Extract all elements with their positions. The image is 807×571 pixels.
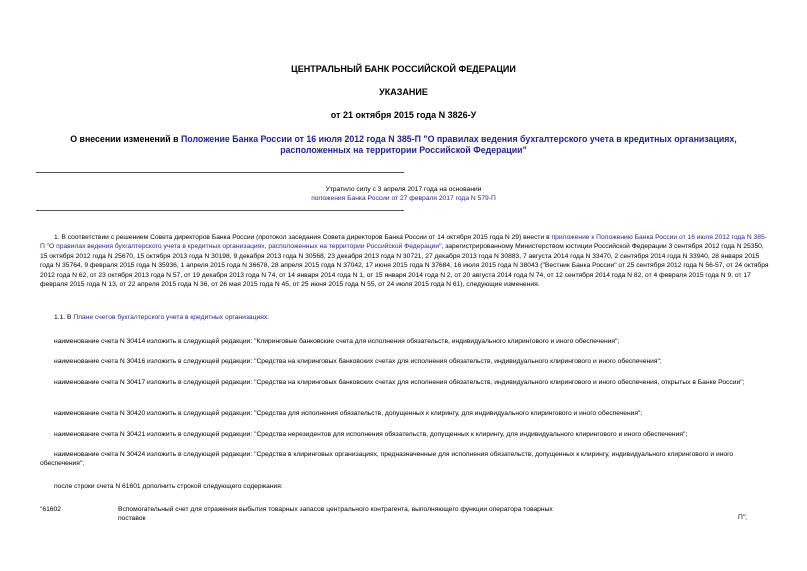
doc-type: УКАЗАНИЕ xyxy=(379,87,428,97)
account-mark: П"; xyxy=(738,514,748,521)
title-prefix: О внесении изменений в xyxy=(70,134,181,144)
p1-start: 1. В соответствии с решением Совета директоров Банка России (протокол заседания Совета директоров Банка России от 14 октября 2015 года N 29) внести в xyxy=(54,234,552,241)
account-code: "61602 xyxy=(40,506,61,513)
list-item: наименование счета N 30414 изложить в следующей редакции: "Клиринговые банковские счета для исполнения обязательств, индивидуального клирингового и иного обеспечения"; xyxy=(54,338,620,345)
list-item: наименование счета N 30417 изложить в следующей редакции: "Средства на клиринговых банковских счетах для исполнения обязательств, индивидуального клирингового и иного обеспечения, открытых в Банке России"; xyxy=(54,379,745,386)
org-name: ЦЕНТРАЛЬНЫЙ БАНК РОССИЙСКОЙ ФЕДЕРАЦИИ xyxy=(291,64,516,74)
divider-top xyxy=(36,172,404,173)
list-item: наименование счета N 30416 изложить в следующей редакции: "Средства на клиринговых банковских счетах для исполнения обязательств, индивидуального клирингового и иного обеспечения"; xyxy=(54,358,662,365)
paragraph-1 xyxy=(40,233,770,289)
document-title xyxy=(40,134,767,156)
p11-start: 1.1. В xyxy=(54,314,74,321)
validity-note xyxy=(210,185,597,203)
account-description: Вспомогательный счет для отражения выбытия товарных запасов центрального контрагента, выполняющего функции оператора товарных поставок xyxy=(118,506,553,522)
p1-appendix-link[interactable]: приложение к Положению Банка России от 16 июля 2012 года N 385-П "О правилах ведения бухгалтерского учета в кредитных организациях, расположенных на территории Российской Федерации" xyxy=(40,234,767,251)
list-item: после строки счета N 61601 дополнить строкой следующего содержания: xyxy=(54,483,283,490)
p11-end: : xyxy=(267,314,270,321)
doc-date: от 21 октября 2015 года N 3826-У xyxy=(330,110,477,120)
validity-link[interactable]: положения Банка России от 27 февраля 2017 года N 579-П xyxy=(311,195,496,202)
list-item: наименование счета N 30420 изложить в следующей редакции: "Средства для исполнения обязательств, допущенных к клирингу, для индивидуального клирингового и иного обеспечения"; xyxy=(54,410,643,417)
validity-line1: Утратило силу с 3 апреля 2017 года на основании xyxy=(325,186,482,193)
list-item: наименование счета N 30421 изложить в следующей редакции: "Средства нерезидентов для исполнения обязательств, допущенных к клирингу, для индивидуального клирингового и иного обеспечения"; xyxy=(54,431,688,438)
list-item: наименование счета N 30424 изложить в следующей редакции: "Средства в клиринговых организациях, предназначенные для исполнения обязательств, допущенных к клирингу, индивидуального клирингового и иного обеспечения"; xyxy=(40,451,734,468)
divider-bottom xyxy=(36,210,404,211)
title-link[interactable]: Положение Банка России от 16 июля 2012 года N 385-П "О правилах ведения бухгалтерского учета в кредитных организациях, расположенных на территории Российской Федерации" xyxy=(180,134,737,155)
chart-of-accounts-link[interactable]: Плане счетов бухгалтерского учета в кредитных организациях xyxy=(73,314,268,321)
paragraph-1-1 xyxy=(40,313,770,322)
p1-end: , зарегистрированному Министерством юстиции Российской Федерации 3 сентября 2012 года N 25350, 15 октября 2012 года N 25670, 15 октября 2013 года N 30198, 9 декабря 2013 года N 30568, 23 декабря 2013 года N 30721, 27 декабря 2013 года N 30883, 7 августа 2014 года N 33470, 2 сентября 2014 года N 33940, 28 января 2015 года N 35764, 9 февраля 2015 года N 35936, 1 апреля 2015 года N 36678, 28 апреля 2015 года N 37042, 17 июня 2015 года N 37684, 16 июля 2015 года N 38043 ("Вестник Банка России" от 25 сентября 2012 года N 56-57, от 24 октября 2012 года N 62, от 23 октября 2013 года N 57, от 19 декабря 2013 года N 74, от 14 января 2014 года N 1, от 15 января 2014 года N 2, от 20 августа 2014 года N 74, от 12 сентября 2014 года N 82, от 4 февраля 2015 года N 9, от 17 февраля 2015 года N 13, от 22 апреля 2015 года N 36, от 26 мая 2015 года N 45, от 25 июня 2015 года N 55, от 24 июля 2015 года N 61), следующие изменения. xyxy=(40,243,769,289)
